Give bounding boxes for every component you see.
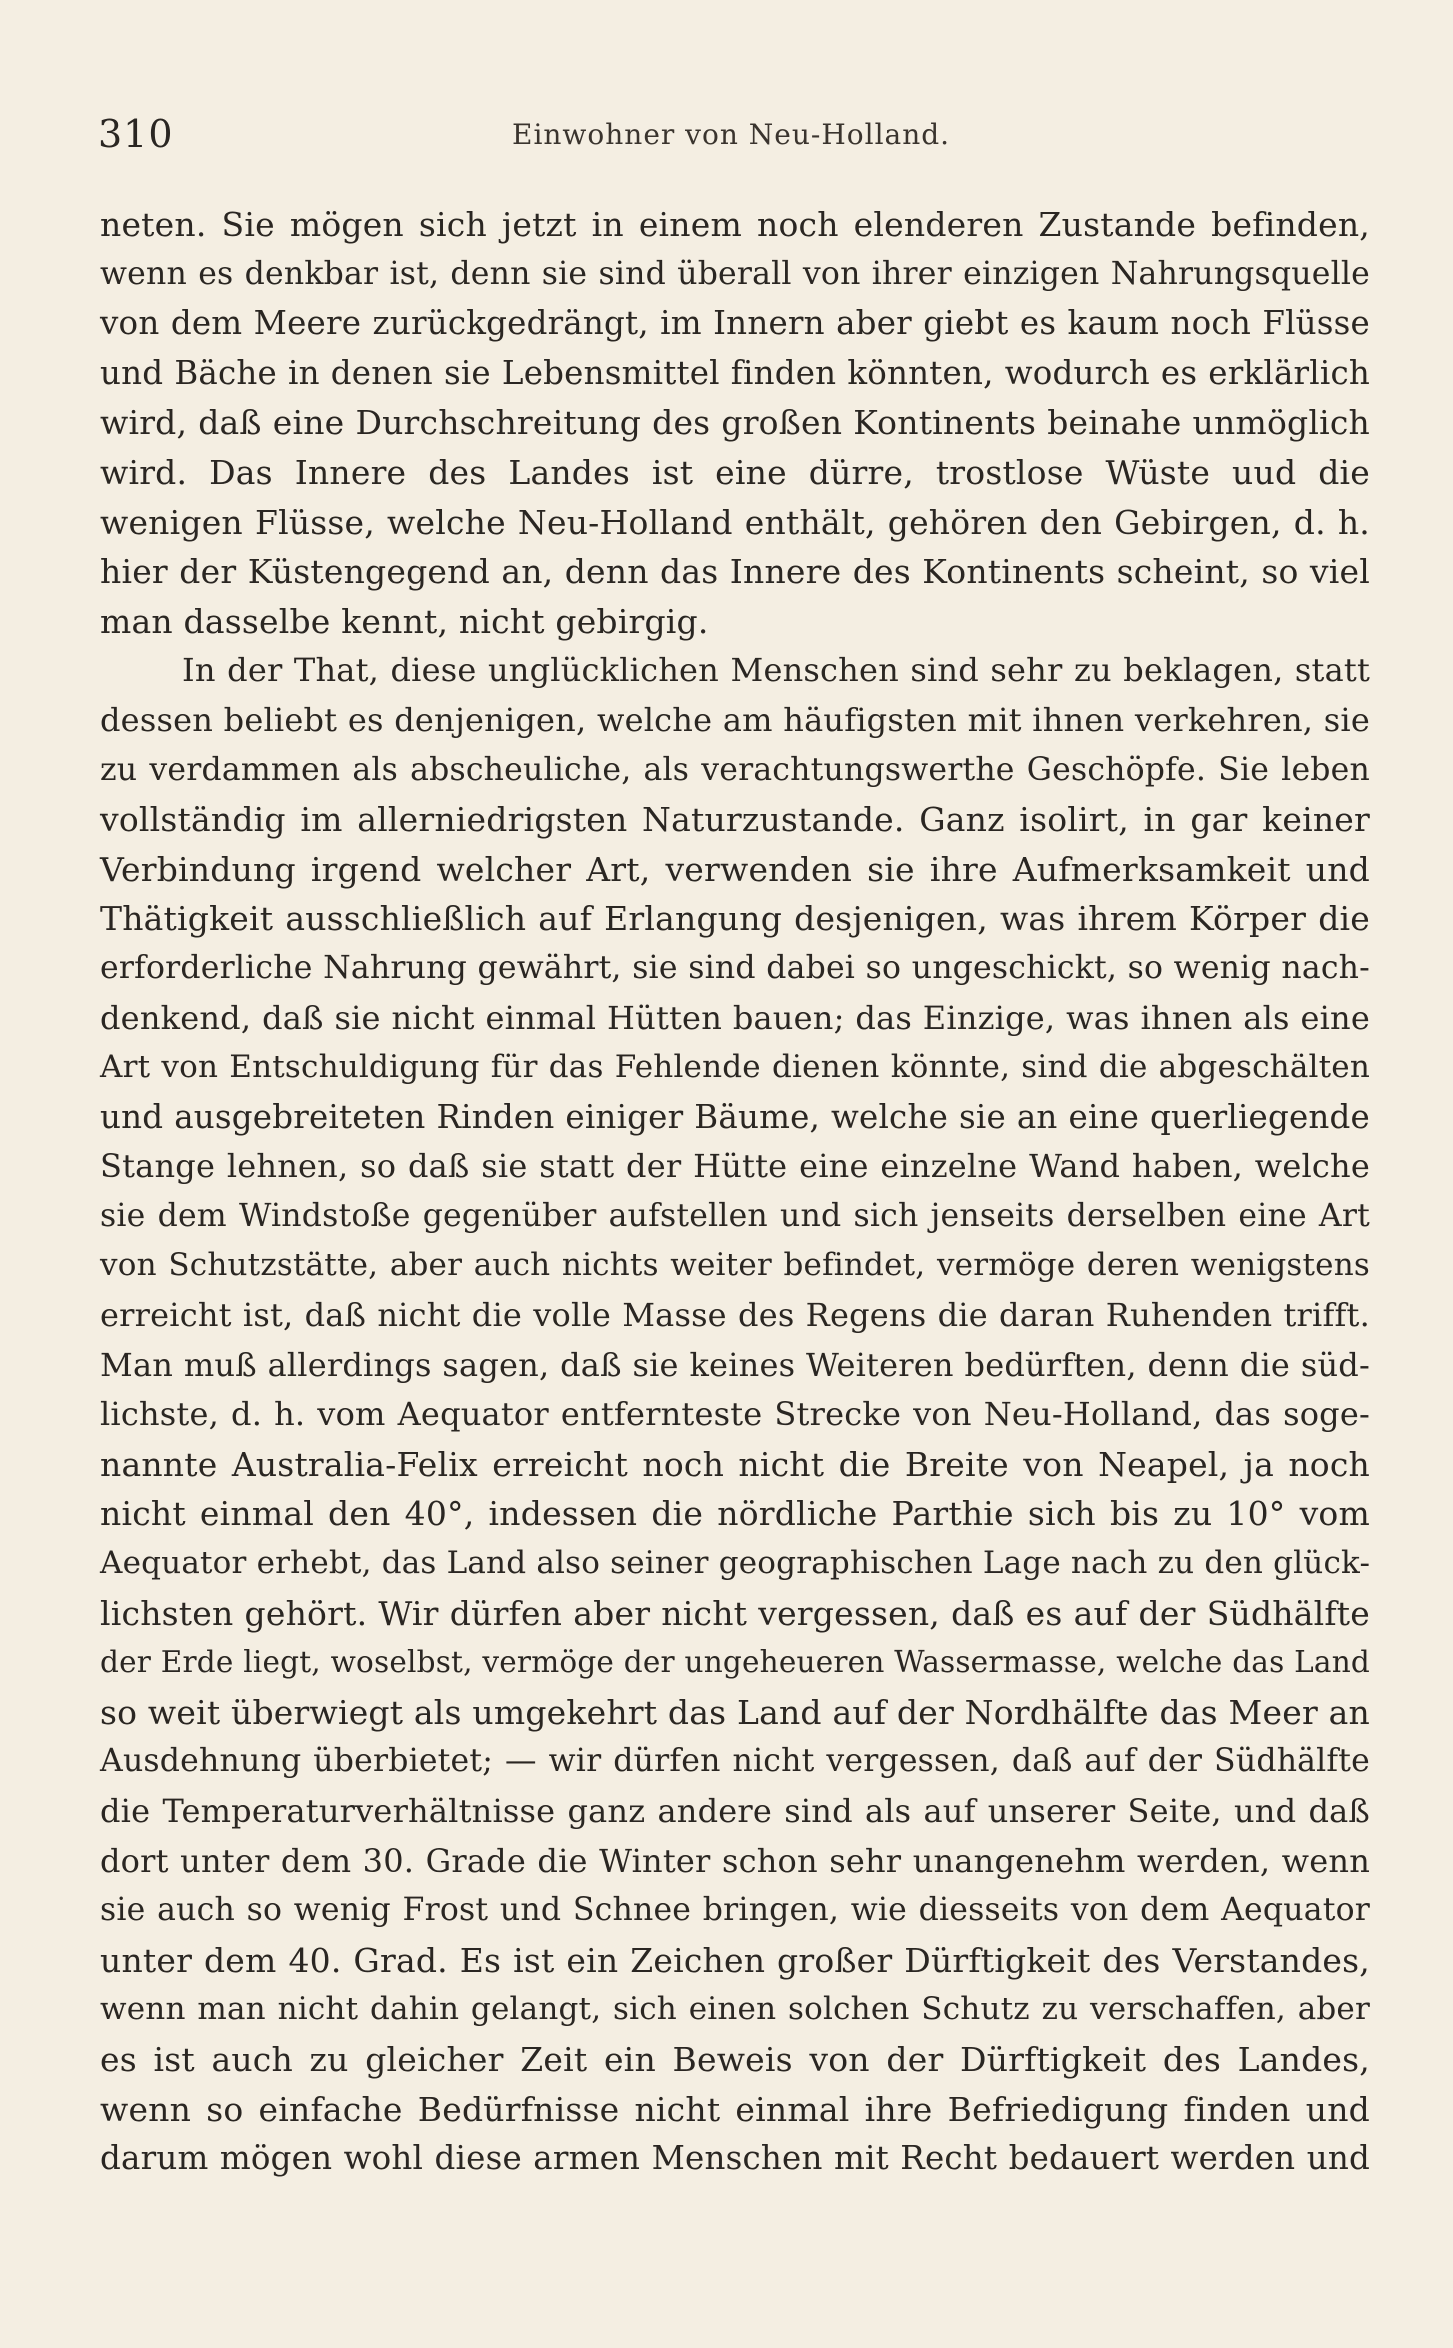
text-line: nannte Australia-Felix erreicht noch nicht die Breite von Neapel, ja noch xyxy=(100,1444,1370,1484)
text-line: Thätigkeit ausschließlich auf Erlangung desjenigen, was ihrem Körper die xyxy=(100,899,1370,939)
text-line: denkend, daß sie nicht einmal Hütten bauen; das Einzige, was ihnen als eine xyxy=(100,998,1370,1037)
text-line: wenigen Flüsse, welche Neu-Holland enthält, gehören den Gebirgen, d. h. xyxy=(100,502,1370,542)
running-title: Einwohner von Neu-Holland. xyxy=(512,118,951,151)
text-line: zu verdammen als abscheuliche, als verachtungswerthe Geschöpfe. Sie leben xyxy=(100,751,1370,788)
text-line: Man muß allerdings sagen, daß sie keines Weiteren bedürften, denn die süd- xyxy=(100,1345,1370,1384)
text-line: Art von Entschuldigung für das Fehlende dienen könnte, sind die abgeschälten xyxy=(100,1049,1370,1086)
text-line: hier der Küstengegend an, denn das Innere des Kontinents scheint, so viel xyxy=(100,552,1370,592)
text-line: wird, daß eine Durchschreitung des großen Kontinents beinahe unmöglich xyxy=(100,403,1370,443)
text-line: sie dem Windstoße gegenüber aufstellen und sich jenseits derselben eine Art xyxy=(100,1197,1370,1234)
text-line: dessen beliebt es denjenigen, welche am häufigsten mit ihnen verkehren, sie xyxy=(100,700,1370,739)
body-text xyxy=(100,200,1370,2184)
text-line: Stange lehnen, so daß sie statt der Hütte eine einzelne Wand haben, welche xyxy=(100,1147,1370,1186)
text-line: neten. Sie mögen sich jetzt in einem noch elenderen Zustande befinden, xyxy=(100,205,1370,244)
paragraph-end-line: man dasselbe kennt, nicht gebirgig. xyxy=(100,601,709,641)
text-line: lichste, d. h. vom Aequator entfernteste Strecke von Neu-Holland, das soge- xyxy=(100,1395,1370,1434)
text-line: wenn so einfache Bedürfnisse nicht einmal ihre Befriedigung finden und xyxy=(100,2089,1370,2129)
text-line: nicht einmal den 40°, indessen die nördliche Parthie sich bis zu 10° vom xyxy=(100,1494,1370,1534)
text-line: wird. Das Innere des Landes ist eine dürre, trostlose Wüste uud die xyxy=(100,452,1370,492)
text-line: dort unter dem 30. Grade die Winter schon sehr unangenehm werden, wenn xyxy=(100,1841,1370,1880)
page-header xyxy=(98,112,1368,160)
text-line: es ist auch zu gleicher Zeit ein Beweis von der Dürftigkeit des Landes, xyxy=(100,2039,1370,2079)
text-line: erforderliche Nahrung gewährt, sie sind dabei so ungeschickt, so wenig nach- xyxy=(100,949,1370,986)
text-line: erreicht ist, daß nicht die volle Masse des Regens die daran Ruhenden trifft. xyxy=(100,1296,1370,1335)
text-line: so weit überwiegt als umgekehrt das Land auf der Nordhälfte das Meer an xyxy=(100,1692,1370,1732)
text-line: Verbindung irgend welcher Art, verwenden sie ihre Aufmerksamkeit und xyxy=(100,849,1370,889)
text-line: vollständig im allerniedrigsten Naturzustande. Ganz isolirt, in gar keiner xyxy=(100,800,1370,840)
text-line: der Erde liegt, woselbst, vermöge der ungeheueren Wassermasse, welche das Land xyxy=(100,1645,1370,1680)
text-line: von dem Meere zurückgedrängt, im Innern aber giebt es kaum noch Flüsse xyxy=(100,304,1370,343)
text-line: wenn man nicht dahin gelangt, sich einen solchen Schutz zu verschaffen, aber xyxy=(100,1991,1370,2028)
text-line: die Temperaturverhältnisse ganz andere sind als auf unserer Seite, und daß xyxy=(100,1792,1370,1830)
text-line: und Bäche in denen sie Lebensmittel finden könnten, wodurch es erklärlich xyxy=(100,353,1370,392)
text-line: und ausgebreiteten Rinden einiger Bäume, welche sie an eine querliegende xyxy=(100,1097,1370,1136)
text-line: Ausdehnung überbietet; — wir dürfen nicht vergessen, daß auf der Südhälfte xyxy=(100,1743,1370,1780)
page-number: 310 xyxy=(98,112,174,156)
text-line: unter dem 40. Grad. Es ist ein Zeichen großer Dürftigkeit des Verstandes, xyxy=(100,1940,1370,1980)
text-line: von Schutzstätte, aber auch nichts weiter befindet, vermöge deren wenigstens xyxy=(100,1247,1370,1284)
text-line: sie auch so wenig Frost und Schnee bringen, wie diesseits von dem Aequator xyxy=(100,1892,1370,1929)
paragraph-start-line: In der That, diese unglücklichen Menschen sind sehr zu beklagen, statt xyxy=(182,651,1370,690)
text-line: lichsten gehört. Wir dürfen aber nicht vergessen, daß es auf der Südhälfte xyxy=(100,1593,1370,1633)
text-line: darum mögen wohl diese armen Menschen mit Recht bedauert werden und xyxy=(100,2139,1370,2178)
text-line: wenn es denkbar ist, denn sie sind überall von ihrer einzigen Nahrungsquelle xyxy=(100,255,1370,292)
text-line: Aequator erhebt, das Land also seiner geographischen Lage nach zu den glück- xyxy=(100,1545,1371,1582)
